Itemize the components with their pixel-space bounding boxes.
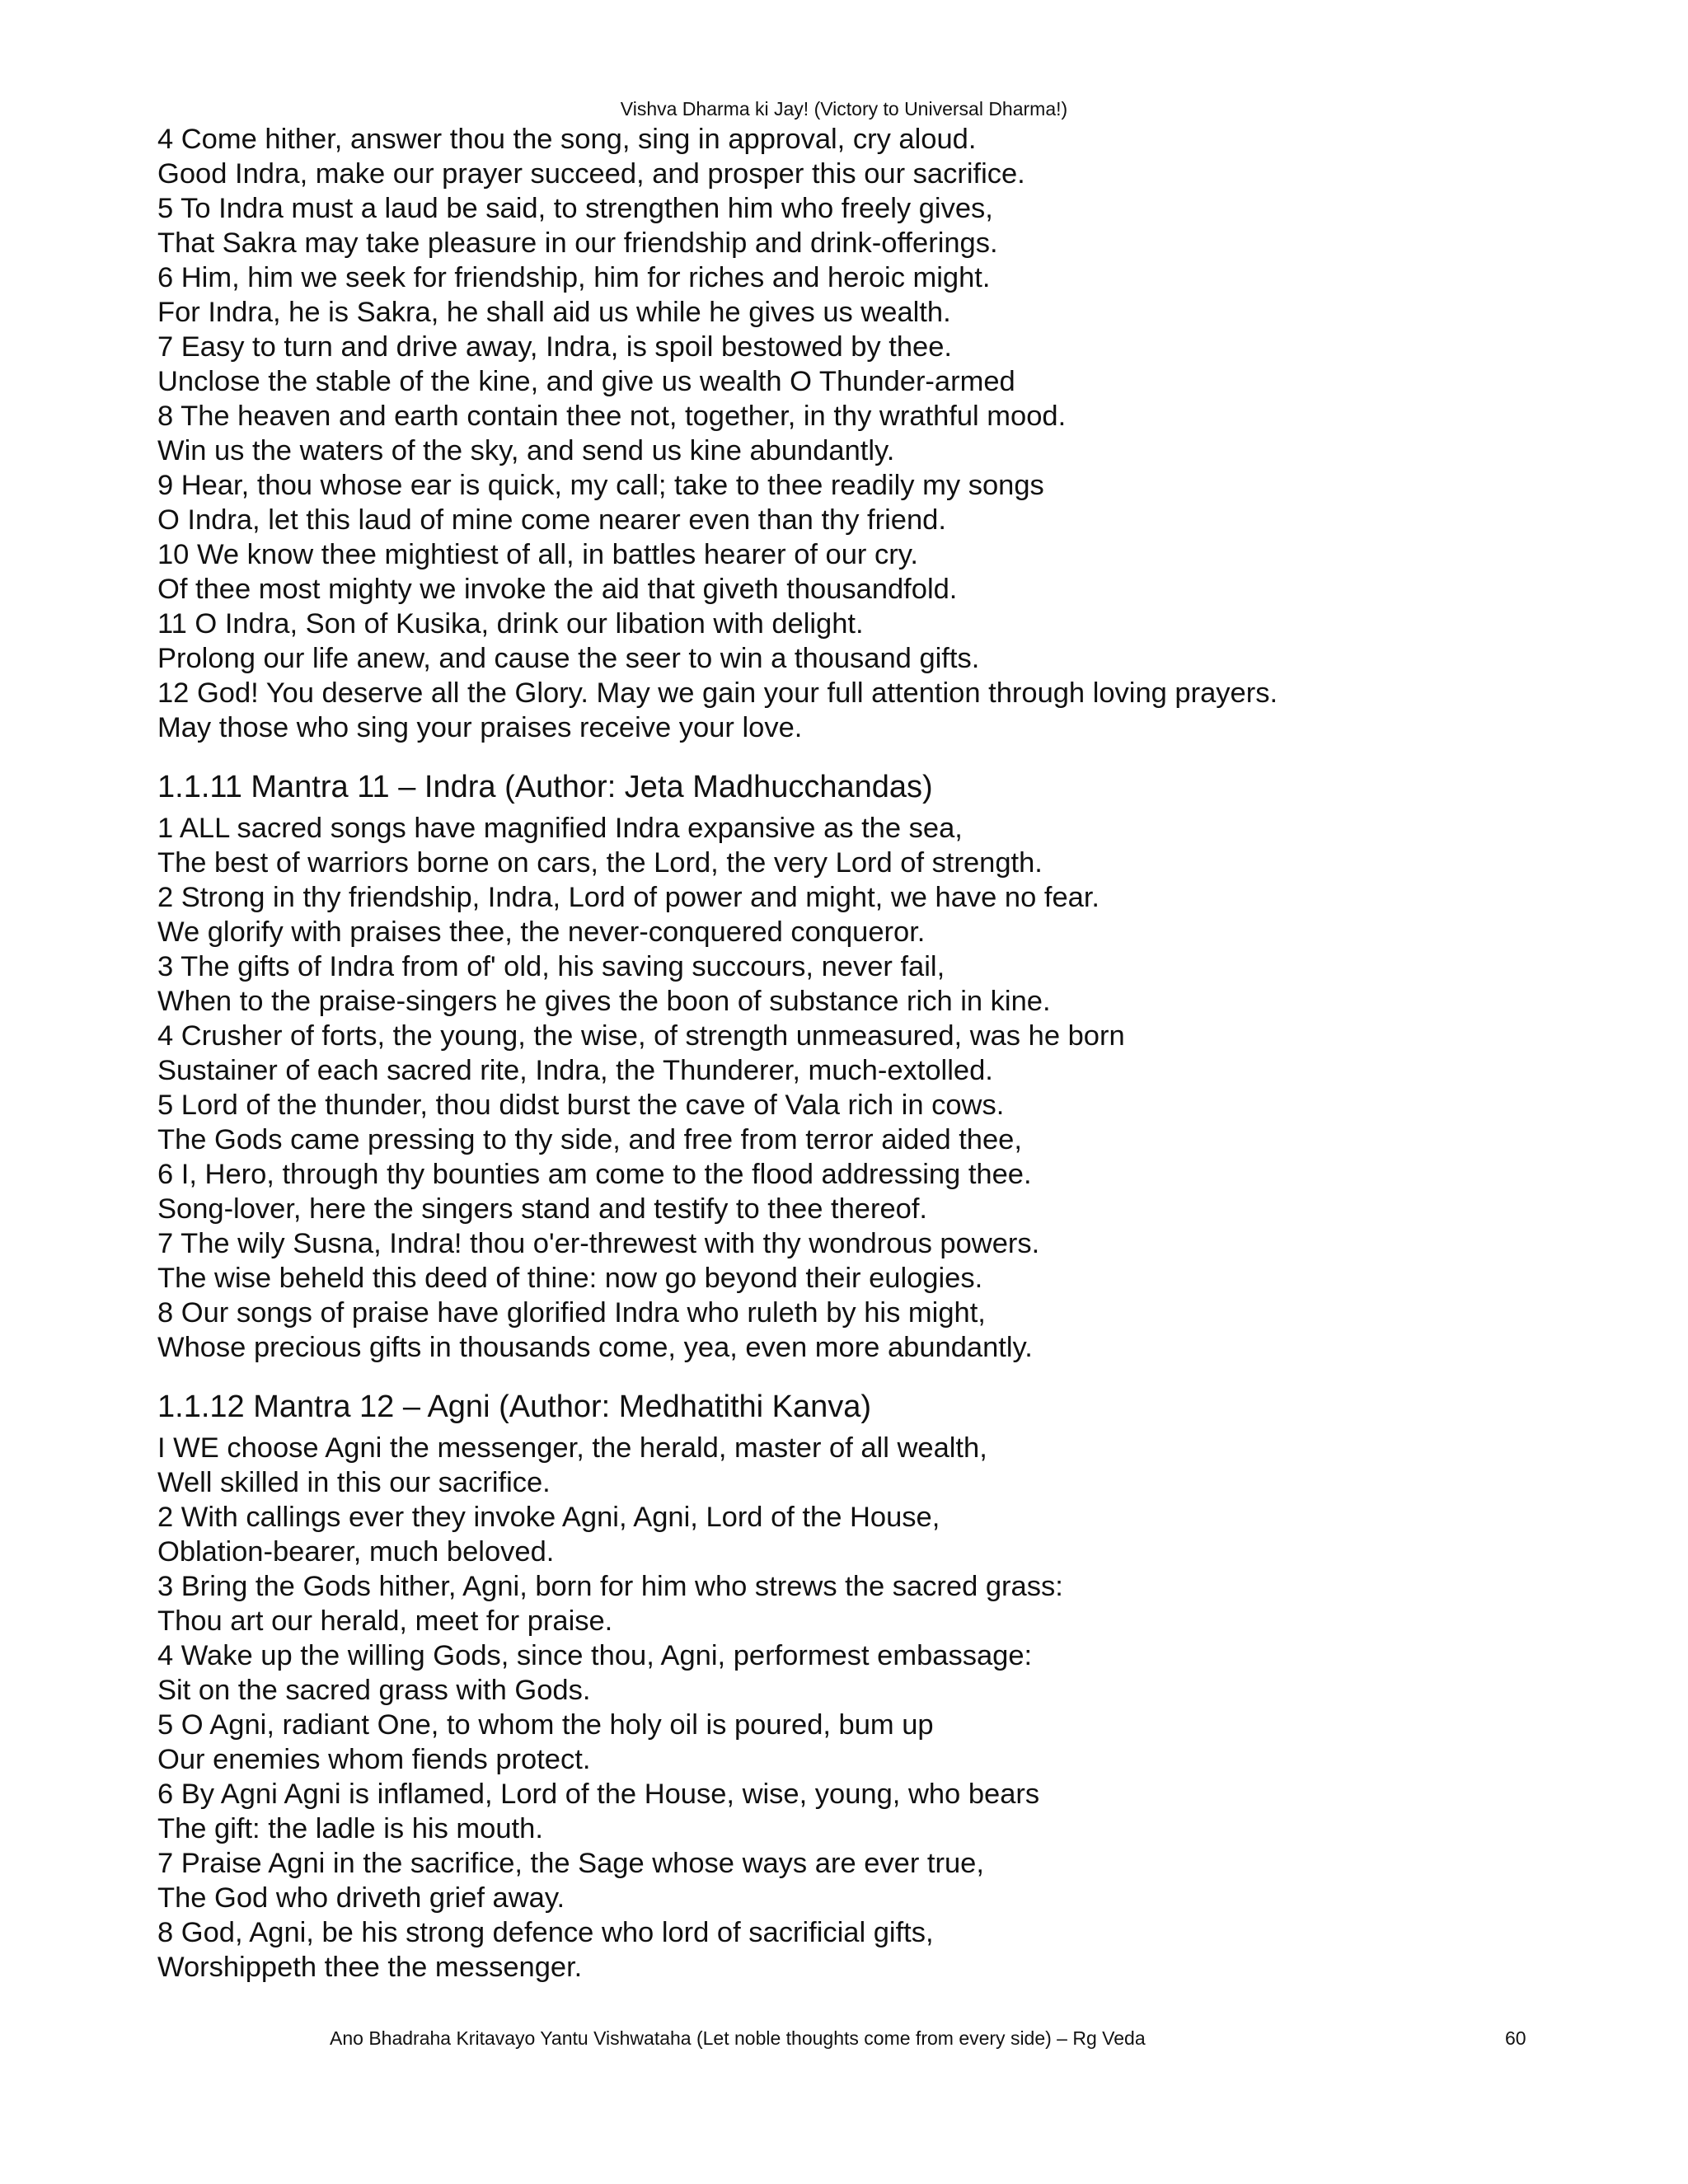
verse-line: 10 We know thee mightiest of all, in battles hearer of our cry. xyxy=(157,539,919,570)
page-number: 60 xyxy=(1505,2027,1526,2049)
verse-line: Win us the waters of the sky, and send us kine abundantly. xyxy=(157,435,895,466)
verse-line: 7 The wily Susna, Indra! thou o'er-threwest with thy wondrous powers. xyxy=(157,1228,1040,1259)
verse-line: When to the praise-singers he gives the boon of substance rich in kine. xyxy=(157,986,1051,1017)
verse-line: 5 O Agni, radiant One, to whom the holy oil is poured, bum up xyxy=(157,1709,934,1741)
verse-line: 7 Easy to turn and drive away, Indra, is spoil bestowed by thee. xyxy=(157,331,952,363)
verse-line: 7 Praise Agni in the sacrifice, the Sage whose ways are ever true, xyxy=(157,1848,984,1879)
verse-line: For Indra, he is Sakra, he shall aid us while he gives us wealth. xyxy=(157,297,951,328)
mantra-12-verses xyxy=(157,1431,1625,1985)
verse-line: Well skilled in this our sacrifice. xyxy=(157,1467,551,1498)
verse-line: Worshippeth thee the messenger. xyxy=(157,1952,583,1983)
verse-line: Thou art our herald, meet for praise. xyxy=(157,1605,613,1637)
verse-line: 9 Hear, thou whose ear is quick, my call; take to thee readily my songs xyxy=(157,470,1044,501)
verse-line: Song-lover, here the singers stand and testify to thee thereof. xyxy=(157,1193,927,1225)
mantra-10-verses xyxy=(157,122,1625,745)
section-heading: 1.1.12 Mantra 12 – Agni (Author: Medhatithi Kanva) xyxy=(157,1390,872,1424)
verse-line: The God who driveth grief away. xyxy=(157,1882,565,1914)
verse-line: Sit on the sacred grass with Gods. xyxy=(157,1675,591,1706)
verse-line: 8 The heaven and earth contain thee not, together, in thy wrathful mood. xyxy=(157,401,1067,432)
verse-line: May those who sing your praises receive your love. xyxy=(157,712,803,743)
verse-line: O Indra, let this laud of mine come nearer even than thy friend. xyxy=(157,504,946,536)
verse-line: Prolong our life anew, and cause the seer to win a thousand gifts. xyxy=(157,643,980,674)
verse-line: 3 Bring the Gods hither, Agni, born for him who strews the sacred grass: xyxy=(157,1571,1063,1602)
verse-line: 6 By Agni Agni is inflamed, Lord of the House, wise, young, who bears xyxy=(157,1779,1040,1810)
verse-line: 2 With callings ever they invoke Agni, Agni, Lord of the House, xyxy=(157,1502,940,1533)
verse-line: The wise beheld this deed of thine: now go beyond their eulogies. xyxy=(157,1263,983,1294)
verse-line: The Gods came pressing to thy side, and free from terror aided thee, xyxy=(157,1124,1022,1155)
page-footer xyxy=(0,2026,1688,2050)
verse-line: 6 I, Hero, through thy bounties am come to the flood addressing thee. xyxy=(157,1159,1032,1190)
verse-line: 12 God! You deserve all the Glory. May we gain your full attention through loving prayers. xyxy=(157,677,1278,709)
verse-line: 3 The gifts of Indra from of' old, his saving succours, never fail, xyxy=(157,951,945,982)
verse-line: Good Indra, make our prayer succeed, and prosper this our sacrifice. xyxy=(157,158,1025,190)
verse-line: Unclose the stable of the kine, and give us wealth O Thunder-armed xyxy=(157,366,1015,397)
verse-line: 4 Wake up the willing Gods, since thou, Agni, performest embassage: xyxy=(157,1640,1033,1671)
verse-line: 5 Lord of the thunder, thou didst burst the cave of Vala rich in cows. xyxy=(157,1090,1005,1121)
mantra-12-section xyxy=(157,1388,1625,1985)
verse-line: 1 ALL sacred songs have magnified Indra expansive as the sea, xyxy=(157,813,963,844)
verse-line: 11 O Indra, Son of Kusika, drink our libation with delight. xyxy=(157,608,864,640)
verse-line: Of thee most mighty we invoke the aid that giveth thousandfold. xyxy=(157,574,958,605)
verse-line: We glorify with praises thee, the never-conquered conqueror. xyxy=(157,916,926,948)
verse-line: 8 Our songs of praise have glorified Indra who ruleth by his might, xyxy=(157,1297,986,1329)
verse-line: Oblation-bearer, much beloved. xyxy=(157,1536,555,1568)
mantra-11-verses xyxy=(157,811,1625,1365)
page-header: Vishva Dharma ki Jay! (Victory to Universal Dharma!) xyxy=(620,98,1068,120)
verse-line: The gift: the ladle is his mouth. xyxy=(157,1813,543,1844)
mantra-11-section xyxy=(157,768,1625,1365)
verse-line: 4 Crusher of forts, the young, the wise, of strength unmeasured, was he born xyxy=(157,1020,1125,1052)
verse-line: 6 Him, him we seek for friendship, him for riches and heroic might. xyxy=(157,262,991,293)
section-heading: 1.1.11 Mantra 11 – Indra (Author: Jeta Madhucchandas) xyxy=(157,770,933,804)
verse-line: Whose precious gifts in thousands come, yea, even more abundantly. xyxy=(157,1332,1033,1363)
verse-line: The best of warriors borne on cars, the Lord, the very Lord of strength. xyxy=(157,847,1043,879)
verse-line: That Sakra may take pleasure in our friendship and drink-offerings. xyxy=(157,227,998,259)
footer-text: Ano Bhadraha Kritavayo Yantu Vishwataha (Let noble thoughts come from every side) – Rg Veda xyxy=(330,2027,1146,2049)
verse-line: 5 To Indra must a laud be said, to strengthen him who freely gives, xyxy=(157,193,993,224)
verse-line: 8 God, Agni, be his strong defence who lord of sacrificial gifts, xyxy=(157,1917,934,1948)
verse-line: 4 Come hither, answer thou the song, sing in approval, cry aloud. xyxy=(157,124,977,155)
verse-line: Our enemies whom fiends protect. xyxy=(157,1744,591,1775)
verse-line: I WE choose Agni the messenger, the herald, master of all wealth, xyxy=(157,1432,987,1464)
verse-line: 2 Strong in thy friendship, Indra, Lord of power and might, we have no fear. xyxy=(157,882,1100,913)
page-content xyxy=(157,122,1625,1985)
verse-line: Sustainer of each sacred rite, Indra, the Thunderer, much-extolled. xyxy=(157,1055,993,1086)
